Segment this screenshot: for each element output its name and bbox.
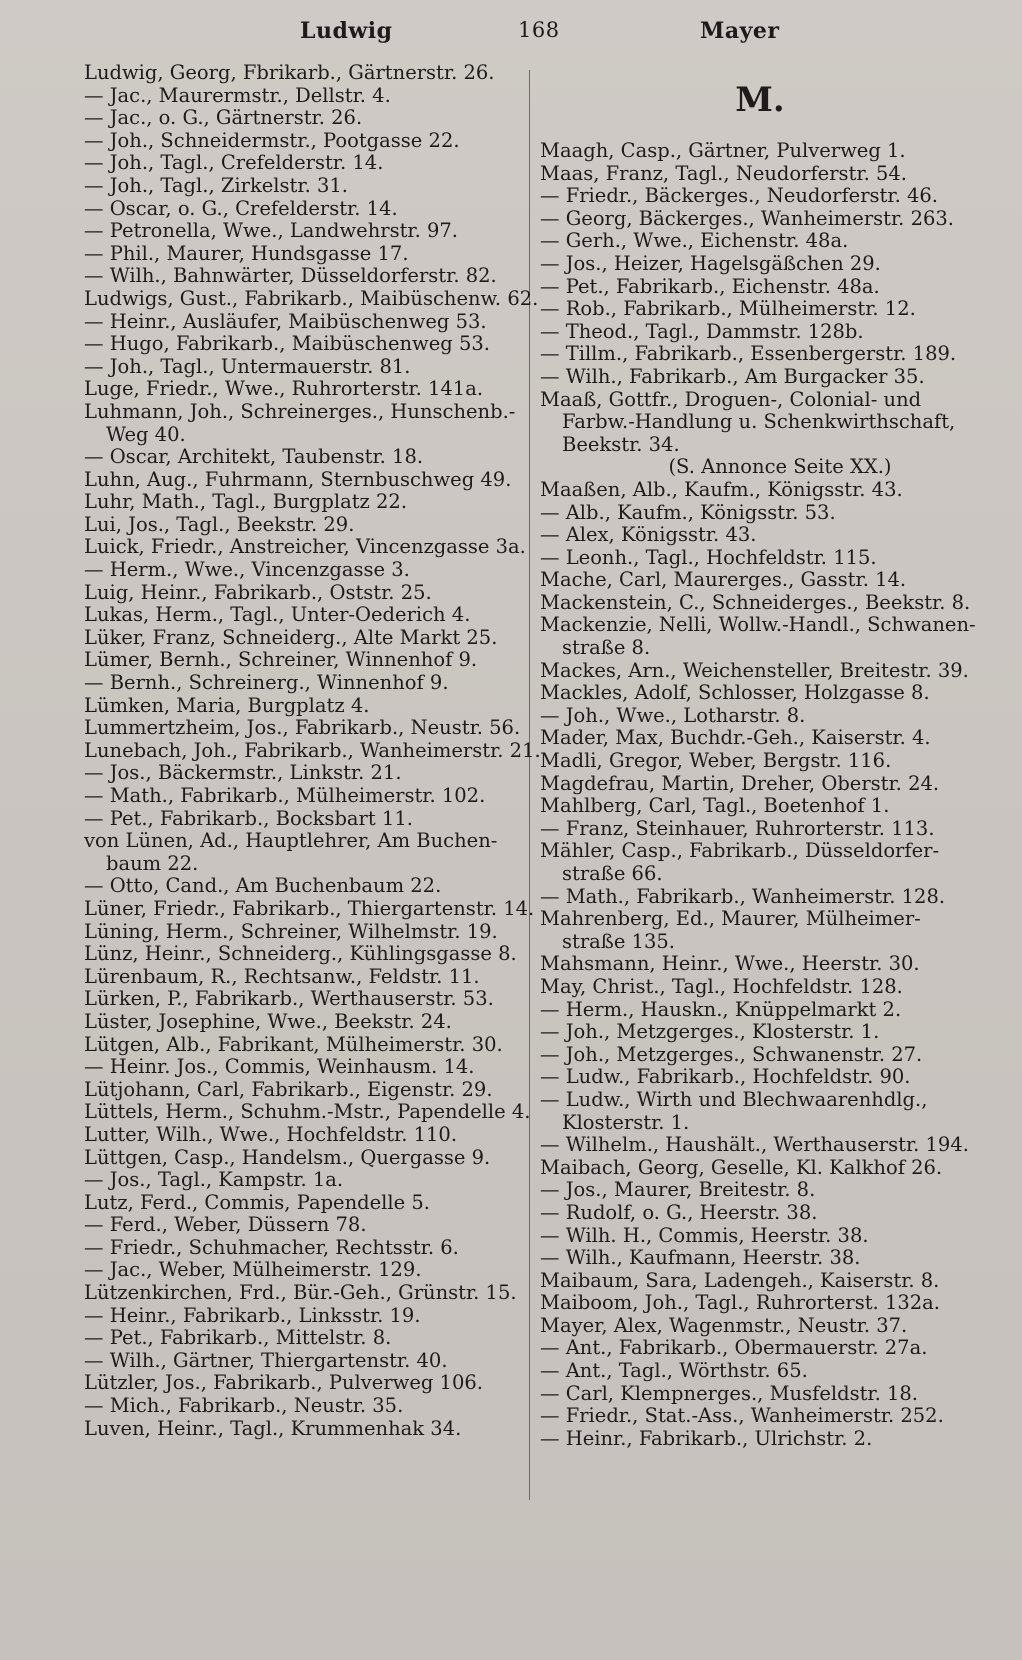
directory-entry: Lützenkirchen, Frd., Bür.-Geh., Grünstr. 15. bbox=[84, 1281, 517, 1305]
directory-entry: — Georg, Bäckerges., Wanheimerstr. 263. bbox=[540, 206, 954, 230]
directory-entry: — Pet., Fabrikarb., Eichenstr. 48a. bbox=[540, 274, 880, 298]
directory-entry: — Friedr., Bäckerges., Neudorferstr. 46. bbox=[540, 184, 938, 208]
directory-entry: — Joh., Tagl., Untermauerstr. 81. bbox=[84, 354, 411, 378]
directory-entry: — Friedr., Schuhmacher, Rechtsstr. 6. bbox=[84, 1235, 459, 1259]
directory-entry: Maiboom, Joh., Tagl., Ruhrorterst. 132a. bbox=[540, 1291, 940, 1315]
directory-entry: (S. Annonce Seite XX.) bbox=[668, 455, 892, 479]
directory-entry: Ludwig, Georg, Fbrikarb., Gärtnerstr. 26. bbox=[84, 61, 495, 84]
directory-entry: straße 135. bbox=[562, 929, 675, 953]
directory-entry: straße 8. bbox=[562, 636, 651, 660]
directory-entry: Maaßen, Alb., Kaufm., Königsstr. 43. bbox=[540, 477, 903, 501]
directory-entry: Maaß, Gottfr., Droguen-, Colonial- und bbox=[540, 387, 922, 411]
directory-entry: — Jos., Tagl., Kampstr. 1a. bbox=[84, 1168, 344, 1192]
directory-entry: Beekstr. 34. bbox=[562, 432, 680, 456]
directory-entry: — Jos., Maurer, Breitestr. 8. bbox=[540, 1178, 816, 1202]
directory-entry: — Oscar, o. G., Crefelderstr. 14. bbox=[84, 196, 398, 220]
directory-entry: Weg 40. bbox=[106, 422, 186, 446]
directory-entry: Lüttgen, Casp., Handelsm., Quergasse 9. bbox=[84, 1145, 491, 1169]
directory-entry: — Math., Fabrikarb., Mülheimerstr. 102. bbox=[84, 784, 486, 807]
directory-entry: Lützler, Jos., Fabrikarb., Pulverweg 106. bbox=[84, 1371, 483, 1395]
directory-entry: — Bernh., Schreinerg., Winnenhof 9. bbox=[84, 671, 449, 695]
directory-entry: Luhmann, Joh., Schreinerges., Hunschenb.- bbox=[84, 399, 516, 423]
directory-entry: Mache, Carl, Maurerges., Gasstr. 14. bbox=[540, 568, 907, 592]
directory-entry: Mahrenberg, Ed., Maurer, Mülheimer- bbox=[540, 907, 921, 931]
directory-entry: — Theod., Tagl., Dammstr. 128b. bbox=[540, 319, 864, 343]
directory-entry: Mayer, Alex, Wagenmstr., Neustr. 37. bbox=[540, 1313, 908, 1337]
directory-entry: — Herm., Hauskn., Knüppelmarkt 2. bbox=[540, 997, 902, 1021]
directory-entry: Lukas, Herm., Tagl., Unter-Oederich 4. bbox=[84, 603, 471, 627]
directory-entry: — Ant., Tagl., Wörthstr. 65. bbox=[540, 1359, 808, 1383]
directory-entry: Lütgen, Alb., Fabrikant, Mülheimerstr. 30. bbox=[84, 1032, 503, 1056]
directory-entry: May, Christ., Tagl., Hochfeldstr. 128. bbox=[540, 974, 903, 998]
directory-entry: Lummertzheim, Jos., Fabrikarb., Neustr. 56. bbox=[84, 716, 521, 740]
running-head-left: Ludwig bbox=[300, 18, 393, 44]
directory-entry: — Jac., Maurermstr., Dellstr. 4. bbox=[84, 83, 391, 107]
directory-entry: — Ludw., Fabrikarb., Hochfeldstr. 90. bbox=[540, 1065, 911, 1089]
directory-entry: Mackenstein, C., Schneiderges., Beekstr. 8. bbox=[540, 590, 971, 614]
directory-entry: Mackles, Adolf, Schlosser, Holzgasse 8. bbox=[540, 681, 930, 705]
directory-entry: Lunebach, Joh., Fabrikarb., Wanheimerstr. 21. bbox=[84, 738, 541, 762]
directory-entry: — Oscar, Architekt, Taubenstr. 18. bbox=[84, 445, 424, 469]
directory-entry: Luven, Heinr., Tagl., Krummenhak 34. bbox=[84, 1416, 462, 1440]
directory-entry: Luge, Friedr., Wwe., Ruhrorterstr. 141a. bbox=[84, 377, 484, 401]
directory-entry: Lüner, Friedr., Fabrikarb., Thiergartenstr. 14. bbox=[84, 896, 535, 920]
left-column bbox=[84, 61, 541, 1440]
directory-entry: Maibach, Georg, Geselle, Kl. Kalkhof 26. bbox=[540, 1155, 943, 1179]
directory-entry: Lüster, Josephine, Wwe., Beekstr. 24. bbox=[84, 1009, 452, 1033]
directory-entry: Magdefrau, Martin, Dreher, Oberstr. 24. bbox=[540, 771, 940, 795]
directory-entry: — Jos., Bäckermstr., Linkstr. 21. bbox=[84, 761, 402, 785]
directory-entry: — Carl, Klempnerges., Musfeldstr. 18. bbox=[540, 1381, 919, 1405]
directory-entry: — Hugo, Fabrikarb., Maibüschenweg 53. bbox=[84, 332, 490, 356]
directory-entry: von Lünen, Ad., Hauptlehrer, Am Buchen- bbox=[84, 829, 498, 853]
directory-entry: Lümken, Maria, Burgplatz 4. bbox=[84, 693, 370, 717]
directory-entry: Klosterstr. 1. bbox=[562, 1110, 690, 1134]
directory-entry: Lüning, Herm., Schreiner, Wilhelmstr. 19. bbox=[84, 919, 498, 943]
directory-entry: Madli, Gregor, Weber, Bergstr. 116. bbox=[540, 749, 892, 773]
directory-entry: Ludwigs, Gust., Fabrikarb., Maibüschenw. 62. bbox=[84, 286, 539, 310]
page-number: 168 bbox=[518, 18, 560, 42]
directory-entry: — Wilh., Kaufmann, Heerstr. 38. bbox=[540, 1246, 861, 1270]
directory-entry: Lütjohann, Carl, Fabrikarb., Eigenstr. 29. bbox=[84, 1077, 493, 1101]
directory-entry: — Math., Fabrikarb., Wanheimerstr. 128. bbox=[540, 884, 946, 908]
directory-entry: — Heinr., Ausläufer, Maibüschenweg 53. bbox=[84, 309, 487, 333]
directory-entry: — Alex, Königsstr. 43. bbox=[540, 523, 757, 547]
directory-entry: Lümer, Bernh., Schreiner, Winnenhof 9. bbox=[84, 648, 478, 672]
directory-entry: — Jos., Heizer, Hagelsgäßchen 29. bbox=[540, 251, 881, 275]
directory-entry: — Wilh., Fabrikarb., Am Burgacker 35. bbox=[540, 364, 925, 388]
directory-entry: Lüttels, Herm., Schuhm.-Mstr., Papendelle 4. bbox=[84, 1100, 531, 1124]
directory-entry: — Joh., Metzgerges., Schwanenstr. 27. bbox=[540, 1042, 923, 1066]
running-head-right: Mayer bbox=[700, 18, 780, 44]
directory-entry: — Heinr., Fabrikarb., Linksstr. 19. bbox=[84, 1303, 421, 1327]
directory-entry: Luhn, Aug., Fuhrmann, Sternbuschweg 49. bbox=[84, 467, 512, 491]
directory-entry: — Joh., Wwe., Lotharstr. 8. bbox=[540, 703, 806, 727]
directory-entry: baum 22. bbox=[106, 851, 199, 875]
directory-entry: — Mich., Fabrikarb., Neustr. 35. bbox=[84, 1394, 404, 1418]
directory-entry: Mackenzie, Nelli, Wollw.-Handl., Schwanen- bbox=[540, 613, 976, 637]
directory-entry: Luhr, Math., Tagl., Burgplatz 22. bbox=[84, 490, 408, 514]
directory-entry: — Rob., Fabrikarb., Mülheimerstr. 12. bbox=[540, 297, 916, 321]
directory-entry: — Ferd., Weber, Düssern 78. bbox=[84, 1213, 367, 1237]
section-letter: M. bbox=[735, 80, 785, 120]
directory-entry: Lüker, Franz, Schneiderg., Alte Markt 25. bbox=[84, 625, 498, 649]
directory-entry: Mähler, Casp., Fabrikarb., Düsseldorfer- bbox=[540, 839, 940, 863]
directory-entry: — Wilh. H., Commis, Heerstr. 38. bbox=[540, 1223, 869, 1247]
directory-entry: Lürenbaum, R., Rechtsanw., Feldstr. 11. bbox=[84, 964, 480, 988]
column-divider bbox=[529, 70, 530, 1500]
right-entries bbox=[540, 140, 980, 1450]
directory-entry: — Joh., Tagl., Zirkelstr. 31. bbox=[84, 173, 348, 197]
directory-entry: Maagh, Casp., Gärtner, Pulverweg 1. bbox=[540, 139, 906, 162]
directory-entry: Mahsmann, Heinr., Wwe., Heerstr. 30. bbox=[540, 952, 920, 976]
directory-entry: Luig, Heinr., Fabrikarb., Oststr. 25. bbox=[84, 580, 432, 604]
directory-entry: — Joh., Metzgerges., Klosterstr. 1. bbox=[540, 1020, 880, 1044]
directory-entry: Maas, Franz, Tagl., Neudorferstr. 54. bbox=[540, 161, 907, 185]
directory-entry: — Ant., Fabrikarb., Obermauerstr. 27a. bbox=[540, 1336, 928, 1360]
directory-entry: Maibaum, Sara, Ladengeh., Kaiserstr. 8. bbox=[540, 1268, 940, 1292]
directory-entry: — Wilh., Gärtner, Thiergartenstr. 40. bbox=[84, 1348, 448, 1372]
directory-entry: — Tillm., Fabrikarb., Essenbergerstr. 189. bbox=[540, 342, 957, 366]
right-column bbox=[540, 62, 980, 1450]
directory-entry: — Pet., Fabrikarb., Bocksbart 11. bbox=[84, 806, 413, 830]
directory-entry: — Joh., Schneidermstr., Pootgasse 22. bbox=[84, 128, 460, 152]
directory-entry: Mackes, Arn., Weichensteller, Breitestr. 39. bbox=[540, 658, 969, 682]
directory-entry: Lui, Jos., Tagl., Beekstr. 29. bbox=[84, 512, 355, 536]
directory-entry: Mahlberg, Carl, Tagl., Boetenhof 1. bbox=[540, 794, 890, 818]
directory-entry: — Joh., Tagl., Crefelderstr. 14. bbox=[84, 151, 384, 175]
directory-entry: — Phil., Maurer, Hundsgasse 17. bbox=[84, 241, 409, 265]
directory-entry: Lünz, Heinr., Schneiderg., Kühlingsgasse 8. bbox=[84, 942, 517, 966]
directory-entry: Luick, Friedr., Anstreicher, Vincenzgasse 3a. bbox=[84, 535, 526, 559]
directory-entry: — Herm., Wwe., Vincenzgasse 3. bbox=[84, 558, 410, 582]
directory-entry: — Heinr., Fabrikarb., Ulrichstr. 2. bbox=[540, 1426, 873, 1450]
directory-entry: straße 66. bbox=[562, 862, 663, 885]
directory-entry: — Petronella, Wwe., Landwehrstr. 97. bbox=[84, 219, 459, 243]
directory-entry: — Leonh., Tagl., Hochfeldstr. 115. bbox=[540, 545, 877, 569]
directory-entry: — Wilhelm., Haushält., Werthauserstr. 194. bbox=[540, 1133, 969, 1157]
directory-entry: — Rudolf, o. G., Heerstr. 38. bbox=[540, 1200, 818, 1224]
directory-entry: Farbw.-Handlung u. Schenkwirthschaft, bbox=[562, 410, 956, 434]
directory-entry: — Franz, Steinhauer, Ruhrorterstr. 113. bbox=[540, 816, 935, 840]
directory-entry: Lutz, Ferd., Commis, Papendelle 5. bbox=[84, 1190, 430, 1214]
directory-entry: Mader, Max, Buchdr.-Geh., Kaiserstr. 4. bbox=[540, 726, 931, 750]
directory-entry: — Jac., o. G., Gärtnerstr. 26. bbox=[84, 106, 363, 130]
directory-entry: Lürken, P., Fabrikarb., Werthauserstr. 53. bbox=[84, 987, 494, 1011]
directory-entry: — Otto, Cand., Am Buchenbaum 22. bbox=[84, 874, 442, 898]
page-header bbox=[0, 18, 1022, 58]
directory-entry: — Friedr., Stat.-Ass., Wanheimerstr. 252. bbox=[540, 1404, 944, 1428]
directory-entry: — Wilh., Bahnwärter, Düsseldorferstr. 82. bbox=[84, 264, 497, 288]
directory-entry: — Gerh., Wwe., Eichenstr. 48a. bbox=[540, 229, 849, 253]
directory-entry: — Alb., Kaufm., Königsstr. 53. bbox=[540, 500, 836, 524]
directory-entry: — Pet., Fabrikarb., Mittelstr. 8. bbox=[84, 1326, 392, 1350]
directory-entry: — Heinr. Jos., Commis, Weinhausm. 14. bbox=[84, 1055, 475, 1079]
directory-entry: Lutter, Wilh., Wwe., Hochfeldstr. 110. bbox=[84, 1122, 458, 1146]
directory-entry: — Ludw., Wirth und Blechwaarenhdlg., bbox=[540, 1087, 928, 1111]
directory-entry: — Jac., Weber, Mülheimerstr. 129. bbox=[84, 1258, 422, 1282]
